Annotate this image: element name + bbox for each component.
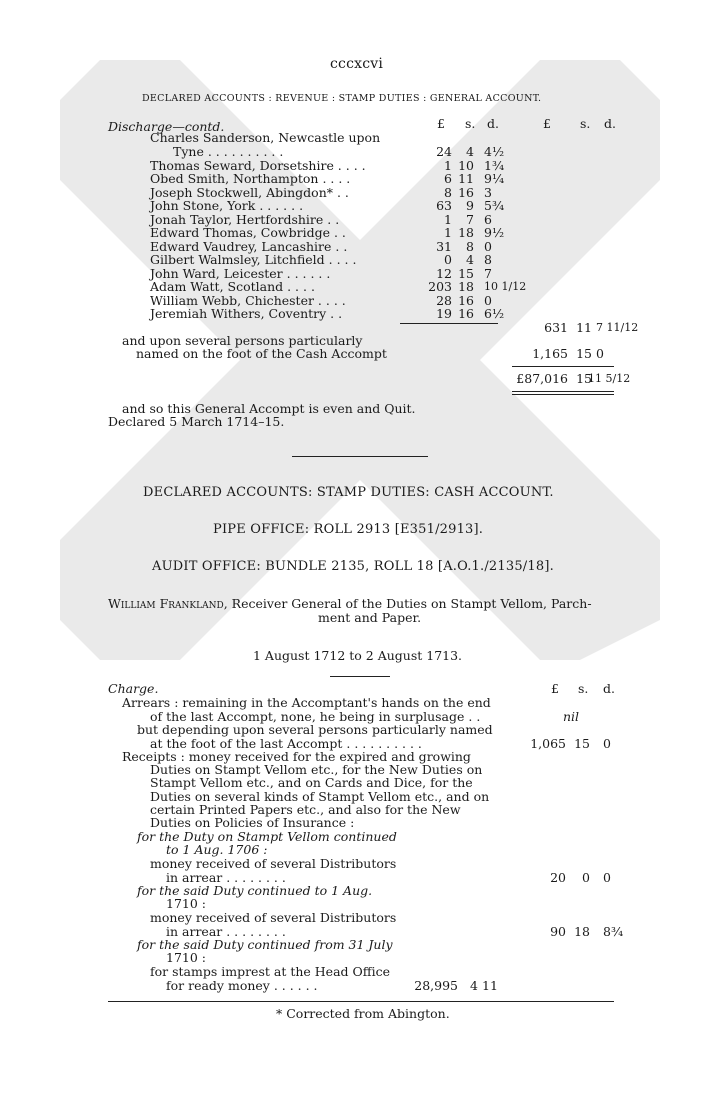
amount-pence: 0 [484,239,492,254]
list-item-name: John Ward, Leicester . . . . . . [150,266,331,281]
amount-pounds: 1 [444,212,452,227]
arrears-amount: nil [563,709,580,724]
receipts-line-2: Duties on Stampt Vellom etc., for the New Duties on [150,762,483,777]
depending-pounds: 1,065 [530,736,566,751]
money-2-shillings: 18 [574,924,590,939]
subtotal-pence: 7 11/12 [596,321,639,334]
amount-pence: 3 [484,185,492,200]
list-item-name: Gilbert Walmsley, Litchfield . . . . [150,252,357,267]
amount-pence: 1¾ [484,158,505,173]
money-2-pence: 8¾ [603,924,624,939]
amount-pounds: 28 [436,293,452,308]
col-header-pounds-total: £ [543,116,551,131]
subtotal-pounds: 631 [544,320,568,335]
list-item-name: Obed Smith, Northampton . . . . [150,171,351,186]
depending-line-2: at the foot of the last Accompt . . . . . . . . . . [150,736,422,751]
amount-pounds: 0 [444,252,452,267]
duty-2-line-1: for the said Duty continued to 1 Aug. [137,883,373,898]
amount-shillings: 18 [458,279,474,294]
col-header-shillings-total: s. [580,116,591,131]
amount-pounds: 6 [444,171,452,186]
amount-shillings: 18 [458,225,474,240]
list-item-name: Edward Thomas, Cowbridge . . [150,225,346,240]
list-item-name: Jeremiah Withers, Coventry . . [150,306,343,321]
amount-pounds: 12 [436,266,452,281]
amount-pounds: 203 [428,279,452,294]
money-1-shillings: 0 [582,870,590,885]
amount-pounds: 31 [436,239,452,254]
money-1-line-1: money received of several Distributors [150,856,397,871]
discharge-label: Discharge—contd. [108,119,225,134]
money-2-line-2: in arrear . . . . . . . . [166,924,286,939]
list-item-name: John Stone, York . . . . . . [150,198,304,213]
duty-3-line-1: for the said Duty continued from 31 July [137,937,393,952]
receipts-line-1: Receipts : money received for the expired and growing [122,749,471,764]
list-item-name: Edward Vaudrey, Lancashire . . [150,239,348,254]
receiver-name: William Frankland, [108,596,228,611]
amount-pence: 5¾ [484,198,505,213]
persons-shillings: 15 [576,346,592,361]
stamps-pence: 11 [482,978,498,993]
stamps-line-2: for ready money . . . . . . [166,978,318,993]
amount-shillings: 16 [458,293,474,308]
amount-pounds: 1 [444,158,452,173]
stamps-line-1: for stamps imprest at the Head Office [150,964,391,979]
amount-pence: 8 [484,252,492,267]
receipts-line-3: Stampt Vellom etc., and on Cards and Dice, for the [150,775,473,790]
amount-shillings: 8 [466,239,474,254]
amount-shillings: 11 [458,171,474,186]
receipts-line-5: certain Printed Papers etc., and also for the New [150,802,461,817]
list-item-name: Tyne . . . . . . . . . . [173,144,284,159]
list-item-name: Jonah Taylor, Hertfordshire . . [150,212,340,227]
money-2-pounds: 90 [550,924,566,939]
col-header-shillings: s. [465,116,476,131]
stamps-pounds: 28,995 [414,978,458,993]
amount-pounds: 24 [436,144,452,159]
money-1-line-2: in arrear . . . . . . . . [166,870,286,885]
total-rule-double-2 [512,394,614,395]
depending-pence: 0 [603,736,611,751]
total-pounds: £87,016 [516,371,568,386]
account-period: 1 August 1712 to 2 August 1713. [253,648,463,663]
closing-line-1: and so this General Accompt is even and Quit. [122,401,416,416]
col-header-pence-2: d. [603,681,615,696]
amount-pence: 6½ [484,306,505,321]
total-rule-top [512,366,614,367]
amount-shillings: 7 [466,212,474,227]
persons-line-2: named on the foot of the Cash Accompt [136,346,387,361]
amount-shillings: 15 [458,266,474,281]
list-item-name: Adam Watt, Scotland . . . . [150,279,315,294]
subtotal-rule [400,323,498,324]
persons-line-1: and upon several persons particularly [122,333,363,348]
amount-shillings: 16 [458,306,474,321]
depending-shillings: 15 [574,736,590,751]
amount-shillings: 4 [466,144,474,159]
receiver-line-1 [108,597,592,611]
receipts-line-6: Duties on Policies of Insurance : [150,815,355,830]
duty-2-line-2: 1710 : [166,896,206,911]
money-2-line-1: money received of several Distributors [150,910,397,925]
receiver-line-2: ment and Paper. [318,610,422,625]
page-number: cccxcvi [330,56,384,72]
receiver-title: Receiver General of the Duties on Stampt Vellom, Parch- [231,596,592,611]
audit-office-title: AUDIT OFFICE: BUNDLE 2135, ROLL 18 [A.O.1./2135/18]. [152,559,554,574]
arrears-line-1: Arrears : remaining in the Accomptant's hands on the end [122,695,491,710]
section-divider [292,456,428,457]
subtotal-shillings: 11 [576,320,592,335]
list-item-name: Thomas Seward, Dorsetshire . . . . [150,158,366,173]
duty-3-line-2: 1710 : [166,950,206,965]
amount-pence: 9½ [484,225,505,240]
amount-pounds: 19 [436,306,452,321]
depending-line-1: but depending upon several persons particularly named [137,722,493,737]
col-header-pounds-2: £ [551,681,559,696]
col-header-pounds: £ [437,116,445,131]
duty-1-line-1: for the Duty on Stampt Vellom continued [137,829,397,844]
list-item-name: William Webb, Chichester . . . . [150,293,346,308]
charge-label: Charge. [108,681,159,696]
arrears-line-2: of the last Accompt, none, he being in surplusage . . [150,709,481,724]
amount-pence: 0 [484,293,492,308]
persons-pence: 0 [596,346,604,361]
col-header-pence-total: d. [604,116,616,131]
amount-pounds: 63 [436,198,452,213]
pipe-office-title: PIPE OFFICE: ROLL 2913 [E351/2913]. [213,522,484,537]
amount-pence: 9¼ [484,171,505,186]
running-header: DECLARED ACCOUNTS : REVENUE : STAMP DUTIES : GENERAL ACCOUNT. [142,93,542,104]
amount-shillings: 16 [458,185,474,200]
footnote: * Corrected from Abington. [276,1006,450,1021]
money-1-pounds: 20 [550,870,566,885]
amount-shillings: 9 [466,198,474,213]
list-item-name: Charles Sanderson, Newcastle upon [150,130,381,145]
amount-pence: 6 [484,212,492,227]
amount-pounds: 1 [444,225,452,240]
receipts-line-4: Duties on several kinds of Stampt Vellom etc., and on [150,789,490,804]
total-pence: 11 5/12 [588,372,631,385]
amount-shillings: 4 [466,252,474,267]
list-item-name: Joseph Stockwell, Abingdon* . . [150,185,349,200]
total-rule-double-1 [512,391,614,392]
money-1-pence: 0 [603,870,611,885]
total-shillings: 15 [576,371,592,386]
amount-pence: 10 1/12 [484,280,527,293]
section-title: DECLARED ACCOUNTS: STAMP DUTIES: CASH ACCOUNT. [143,485,554,500]
duty-1-line-2: to 1 Aug. 1706 : [166,842,268,857]
closing-line-2: Declared 5 March 1714–15. [108,414,285,429]
amount-pence: 4½ [484,144,505,159]
col-header-pence: d. [487,116,499,131]
amount-pence: 7 [484,266,492,281]
period-rule [330,676,390,677]
amount-pounds: 8 [444,185,452,200]
stamps-shillings: 4 [470,978,478,993]
footnote-rule [108,1001,614,1002]
persons-pounds: 1,165 [532,346,568,361]
col-header-shillings-2: s. [578,681,589,696]
amount-shillings: 10 [458,158,474,173]
